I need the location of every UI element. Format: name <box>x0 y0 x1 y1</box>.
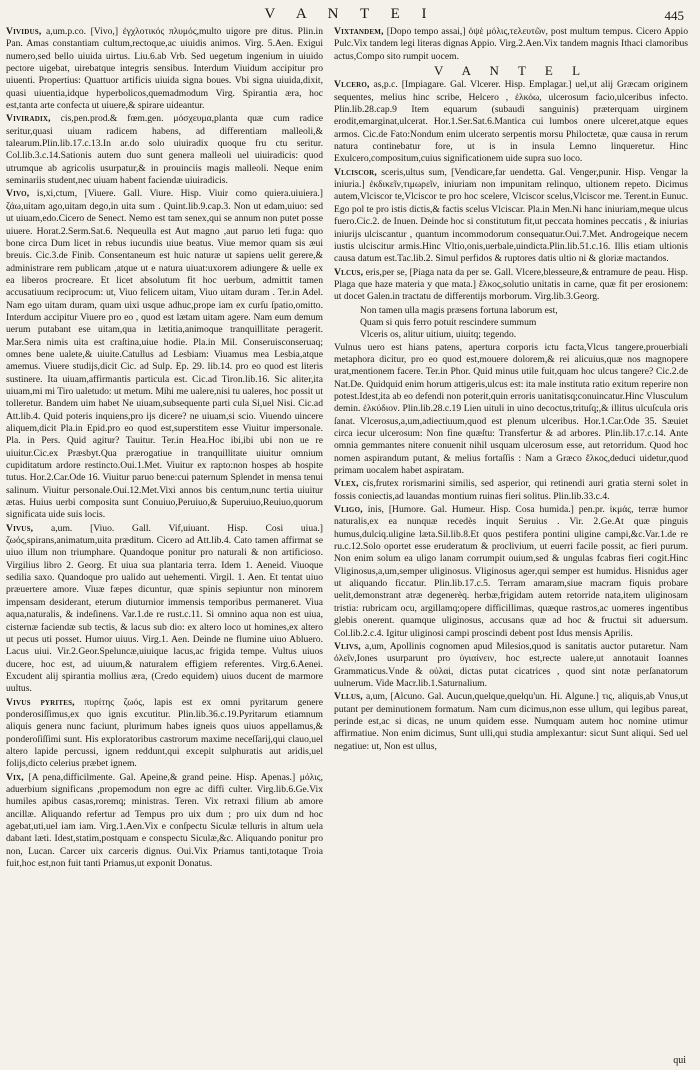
headword: Vixtandem, <box>334 26 384 37</box>
right-column <box>334 26 688 754</box>
dictionary-entry <box>334 79 688 165</box>
page-number: 445 <box>664 8 684 23</box>
headword: Viviradix, <box>6 113 51 125</box>
headword: Vividus, <box>6 26 42 37</box>
headword: Vlcero, <box>334 79 370 91</box>
entry-text: is,xi,ctum, [Viuere. Gall. Viure. Hisp. Viuir como quiera.uiuiera.] ζάω,uitam ago,uitam dego,in uita sum . Quint.lib.9.cap.3. Non ut edam,uiuo: sed ut uiuam,edo.Cicero de Senect. Nemo est tam senex,qui se annum non putet posse uiuere. Horat.2.Serm.Sat.6. Nequeulla est Aut magno ,aut paruo leti fuga: quo bone circa Dum licet in rebus iucundis uiue beatus. Viue memor quam sis æui breuis. Cic.3.de Finib. Consentaneum est huic naturæ ut sapiens uelit gerere,& administrare rem publicam ,atque ut e natura uiuat:uxorem adiungere & uelle ex ea liberos procreare. Et licet absolutum fit hoc uerbum, admittit tamen accusatiuum reciprocum: ut, Viuo felicem uitam, Viuo uitam duram . Ter.in Adel. Nam ego uitam duram, quam uixi usque adhuc,prope iam ex curſu ſpatio,omitto. Interdum accipitur Viuere pro eo , quod est lætam uitam agere. Nam eum demum uerum putabant ese uitam,qua in lætitia,animoque tranquillitate peragerit. Mar.Sera nimis uita est craſtina,uiue hodie. Pla.in Mil. Conseruisconseruaq; omnes bene ualete,& uiuite.Catullus ad Lesbiam: Viuamus mea Lesbia,atque amemus. Viuere studijs,dicit Cic. ad Sulp. Ep. 29. lib.14. pro eo quod est literis sustinere. Ita uiuam,affirmantis particula est. Cic.ad Tiron.lib.16. Sic aliter,ita uiuam,mi mi Tiro ualetudo: ut metum. Mihi me ualere,nisi tu ualeres, hoc possit ut tolleretur. Bandem uim habet Ne uiuam,subsequente parti cula Si,uel Nisi. Cic.ad Att.lib.4. Quid poteris inquiens,pro ijs dicere? ne uiuam,si scio. Viuendo uincere aliquem,dicit Pla.in Epid.pro eo quod est,superstitem esse Viuitur impersonale. Pla. in Pers. Quid agitur? Tauitur. Ter.in Hea.Hoc ibi,ibi ubi non ue re uiuitur.Cic.ex Præsbyt.Qua prærogatiue in tranquillitate uiuitur omnium cupiditatum ardore restincto.Oui.1.Met. Viuitur ex rapto:non hospes ab hospite tutus. Hor.2.Car.Ode 16. Viuitur paruo bene:cui paternum Splendet in mensa tenui salinum. Viuitur personale.Oui.12.Met.Vixi annos bis centum,nunc tertia uiuitur ætas. Huius uerbi composita sunt Conuiuo,Peruiuo,& Superuiuo,Reuiuo,quorum significata uide suis locis. <box>6 188 323 521</box>
left-column <box>6 26 323 871</box>
headword: Vlcus, <box>334 266 364 278</box>
dictionary-entry <box>334 26 688 63</box>
headword: Vllus, <box>334 691 363 703</box>
verse-line: Quam si quis ferro potuit rescindere summum <box>360 316 537 328</box>
dictionary-entry <box>334 267 688 304</box>
entry-text: a,um, [Alcuno. Gal. Aucun,quelque,quelqu'un. Hi. Algune.] τις, aliquis,ab Vnus,ut putant per deminutionem formatum. Nam cum dicimus,non esse ullum, qui legibus pareat, perinde est,ac si dicas, ne unum quidem esse. Numquam autem hoc nomine utimur affirmatiue. Non enim dicimus, Sunt ulli,qui studia amplexantur: sicut Sunt aliqui. Sed uel negatiue: ut, Non est ullus, <box>334 691 688 752</box>
dictionary-entry <box>6 772 323 871</box>
dictionary-entry <box>334 691 688 753</box>
dictionary-entry <box>6 188 323 521</box>
headword: Vix, <box>6 771 24 783</box>
dictionary-entry <box>334 641 688 690</box>
entry-text: a,um.p.co. [Vivo,] ἐγχλοτικός πλυμός,multo uigore pre ditus. Plin.in Pan. Amas constantiam cultum,rectoque,ac uiuidis animos. Virg. 5.Aen. Exigui numero,sed bello uiuida uirtus. Liu.6.ab Vrb. Sed uegetum ingenium in uiuido pectore uigebat, uirebatque integris sensibus. Interdum Viuidum accipitur pro uiuenti. Propertius: Quattuor artificis uiuida signa boues. Vbi signa uiuida,dixit, quasi uiuentia,idque hyperbolicos,quemadmodum Virg. Spirantia æra, hoc est,tanta arte confecta ut uiuere,& spirare uideantur. <box>6 26 323 112</box>
dictionary-entry <box>6 113 323 187</box>
entry-text: Vulnus uero est hians patens, apertura corporis ictu facta,Vlcus tangere,prouerbiali metaphora dicitur, pro eo quod est,mouere dolorem,& rei alicuius,quæ nos magnopere urat,mentionem facere. Ter.in Phor. Quid minus utile fuit,quam hoc ulcus tangere? Cic.2.de Nat.De. Quidquid enim horum attigeris,ulcus est: ita male instituta ratio exitum reperire non potest.Idest,ita ab eo defendi non poterit,quin erroris uanitatisq;conuincatur.Hinc Vlusculum demin. ἑλκύδιον. Plin.lib.28.c.19 Lien uituli in uino decoctus,trituſq;,& illitus ulcuſcula oris ſanat. Vlcerosus,a,um,adiectiuum,quod est plenum ulceribus. Hor.1.Car.Ode 35. Sæuiet circa iecur ulcerosum: Non fine quæſtu: Transfertur & ad arbores. Plin.lib.17.c.14. Ante omnia gemmantes nitere conuenit nihil usquam ulcerosum esse, aut retorridum. Quod hoc nomen aspirandum putant, & melius fortaſſis : Nam a Græco ἕλκος,deduci uidetur,quod primam uocalem habet aspiratam. <box>334 341 688 477</box>
dictionary-entry <box>6 523 323 696</box>
running-head: V A N T E I <box>264 6 436 22</box>
section-heading: V A N T E L <box>433 63 589 79</box>
headword: Vivus pyrites, <box>6 696 75 708</box>
dictionary-entry <box>334 167 688 266</box>
headword: Vlex, <box>334 478 359 490</box>
entry-text: inis, [Humore. Gal. Humeur. Hisp. Cosa humida.] pen.pr. ἰκμάς, terræ humor naturalis,ex ea nunquæ recedès inquit Seruius . Vir. 2.Ge.At quæ pinguis humus,dulciq.uligine læta.Sil.lib.8.Et quos pestifera pontini uligine campi,&c.Var.1.de re ru.c.12.Solo oportet esse eruderatum & proclivium, ut euerri facile possit, ac fieri purum. Non enim solum ea uligo lanam corrumpit ouium,sed & ungulas fcabras fieri cogit.Hinc Vliginosus,a,um,semper uliginosus. Vliginosus ager,qui semper est humidus. Hisnidus ager ut aliquando ficcatur. Plin.lib.17.c.5. Terram amaram,siue macram fiquis probare uelit,demonstrant atræ degenerèq. herbæ,frigidam autem retorride nata,item uliginosam tristia: rubricam ocu, argillamq;opere difficillimas, quæque rastros,ac uomeres ingentibus glebis onerent. quamque uliginosus, accusans quæ ad hoc & fructui sit aduersum. Col.lib.2.c.4. Igitur uliginosi campi proscindi debent post Idus mensis Aprilis. <box>334 504 688 639</box>
dictionary-entry <box>334 504 688 640</box>
dictionary-entry <box>6 697 323 771</box>
dictionary-entry <box>6 26 323 112</box>
verse-line: Vlceris os, alitur uitium, uiuitq; tegendo. <box>360 329 517 341</box>
entry-text: cis,frutex rorismarini similis, sed asperior, qui retinendi auri gratia sterni solet in fossis coniectis,ad lauandas montium ruinas fieri solitus. Plin.lib.33.c.4. <box>334 478 688 502</box>
headword: Vivus, <box>6 522 34 534</box>
headword: Vligo, <box>334 504 363 516</box>
dictionary-entry <box>334 342 688 478</box>
headword: Vlciscor, <box>334 166 378 178</box>
entry-text: as,p.c. [Impiagare. Gal. Vlcerer. Hisp. Emplagar.] uel,ut alij Græcam originem sequentes, melius hinc scribe, Helcero , ἑλκόω, ulcerosum facio,ulceribus infecto. Plin.lib.28.cap.9 Item equarum (subaudi sanguinis) præterquam uirginem erodit,emarginat,ulcerat. Hor.1.Ser.Sat.6.Mantica cui lumbos onere ulceret,atque eques armos. Cic.de Fato:Nondum enim ulcerato serpentis morsu Philoctetæ, quæ causa in rerum natura continebatur fore, ut is in insula Lemno linqueretur. Hinc Exulcero,compositum,cuius significationem uide supra suo loco. <box>334 79 688 165</box>
entry-text: a,um, Apollinis cognomen apud Milesios,quod is sanitatis auctor putaretur. Nam ὀλεῖν,Iones usurparunt pro ὑγιαίνειν, hoc est,recte ualere,ut annotauit Ioannes Grammaticus.Vnde & οὐλαὶ, dictas putat cicatrices , quod sint notæ perſanatorum uulnerum. Vide Macr.lib.1.Saturnalium. <box>334 640 688 689</box>
entry-text: [Dopo tempo assai,] ὀψὲ μόλις,τελευτῶν, post multum tempus. Cicero Appio Pulc.Vix tandem legi literas dignas Appio. Virg.2.Aen.Vix tandem magnis Ithaci clamoribus actus,Compo sito rumpit uocem. <box>334 26 688 62</box>
entry-text: πυρίτης ζωός, lapis est ex omni pyritarum genere ponderosiſſimus,ex quo ignis excutitur. Plin.lib.36.c.19.Pyritarum etiamnum aliquis genera nunc faciunt, plurimum habes igneis quos uiuos appellamus,& ponderoſiſſimi sunt. His exploratoribus castrorum maxime neceſſarij,qui clauo,uel altero lapide percussi, ignem reddunt,qui excepit sulphuratis aut aridis,uel folijs,dicto celerius præbet ignem. <box>6 696 323 770</box>
headword: Vlivs, <box>334 640 361 652</box>
verse-line: Non tamen ulla magis præsens fortuna laborum est, <box>360 304 558 316</box>
entry-text: cis,pen.prod.& fœm.gen. μόσχευμα,planta quæ cum radice seritur,quasi uiuam radicem habens, ad differentiam malleoli,& talearum.Plin.lib.17.c.13.In ar.do solo uiuiradix quoque fru ctu seritur. Col.lib.3.c.14.Sationis autem duo sunt genera malleoli uel uiuiradicis: quod utrumque ab agricolis usurpatur,& in prouinciis magis malleoli. Neque enim seminariis student,nec uiuam habent faciendæ uiuiradicis. <box>6 113 323 187</box>
entry-text: a,um. [Viuo. Gall. Vif,uiuant. Hisp. Cosi uiua.] ζωός,spirans,animatum,uita præditum. Cicero ad Att.lib.4. Cato tamen affirmat se uiuo illum non triumphare. Quandoque ponitur pro naturali & non artificioso. Virgilius libro 2. Georg. Et uiua sua plantaria terra. Idem 1. Aeneid. Viuoque sedilia saxo. Quandoque pro ualido aut uehementi. Virgil. 1. Aen. Et tentat uiuo præuertere amore. Viuæ fæpes dicuntur, quæ spinis sepiuntur non minorem impensam desiderant, eterum diuturnior immensis temporibus permaneret. Viua aqua,naturalis, & indeſinens. Var.1.de re rust.c.11. Si omnino aqua non est uiua, cisternæ faciendæ sub tectis, & lacus sub dio: ex altero loco ut homines,ex altero ut pecus uti posset. Humor uiuus. Virg.1. Aen. Deinde ne flumine uiuo Abluero. Lacus uiui. Vir.2.Geor.Speluncæ,uiuique lacus,ac frigida tempe. Vultus uiuos ducere, hoc est, ad uiuum,& naturalem effigiem referentes. Virg.6.Aenei. Excudent alij spirantia mollius æra, (Credo equidem) uiuos ducent de marmore uultus. <box>6 522 323 695</box>
headword: Vivo, <box>6 188 30 200</box>
dictionary-entry <box>334 478 688 503</box>
catchword: qui <box>673 1055 686 1066</box>
entry-text: eris,per se, [Piaga nata da per se. Gall. Vlcere,blesseure,& entramure de peau. Hisp. Plaga que haze materia y que mata.] ἕλκος,solutio unitatis in carne, quæ fit per erosionem: ut docet Galen.in tractatu de differentijs morborum. Virg.lib.3.Georg. <box>334 266 688 303</box>
entry-text: [A pena,difficilmente. Gal. Apeine,& grand peine. Hisp. Apenas.] μόλις, aduerbium significans ,propemodum non egre ac diffi culter. Virg.lib.6.Ge.Vix humiles apibus casas,roremq; ministras. Teren. Vix retraxi filium ab amore ancillæ. Aliquando refertur ad Tempus pro uix dum ; pro uix dum nd hoc agebat,uti,uel iam iam. Virg.1.Aen.Vix e conſpectu Siculæ telluris in altum uela dabant læti. Idest,statim,postquam e conspectu Siculæ,&c. Aliquando ponitur pro non, Lucan. Carcer uix carceris dignus. Oui.Vix Priamus tanti,totaque Troia fuit,hoc est,non fuit tanti Priamus,ut exponit Donatus. <box>6 771 323 870</box>
entry-text: sceris,ultus sum, [Vendicare,far uendetta. Gal. Venger,punir. Hisp. Vengar la iniuria.] ἐκδικεῖν,τιμωρεῖν, iniuriam non impunitam relinquo, ultionem repeto. Dicimus autem,Vlciscor te,Vlciscor te pro hoc scelere, Vlciscor scelus,Vlciscor me. Terent.in Eunuc. Ego pol te pro istis dictis,& factis scelus Vlciscar. Pla.in Men.Ni hanc iniuriam,meque ulcus fuero.Cic.2. de Inuen. Deinde hoc si constitutum fit,ut peccata homines peccatis , & iniurias iniurijs ulciscantur , quantum incommodorum consequatur.Oui.7.Met. Androgeique necem iustis ulciscitur armis.Hinc Vltio,onis,uerbale,uindicta.Plin.lib.51.c.16. Illis etiam ultionis causa datum est.Tac.lib.2. Simul perfidos & ruptores datis ultio ni & gloriæ mactandos. <box>334 166 688 265</box>
